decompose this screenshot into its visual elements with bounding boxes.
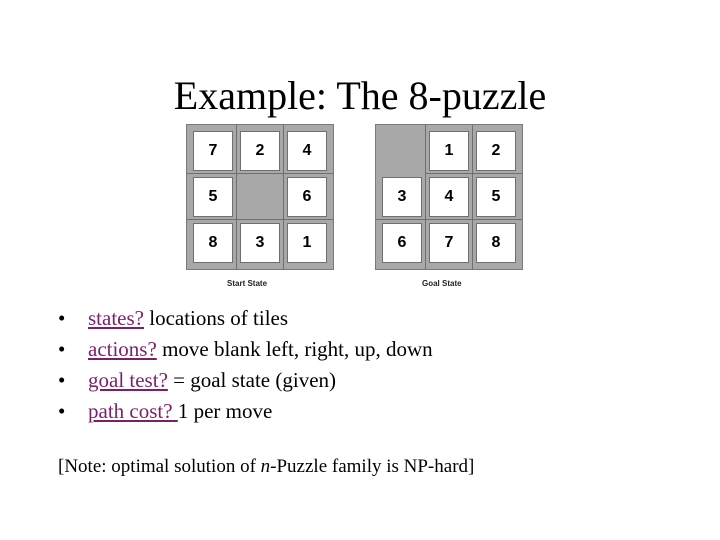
start-tile-7: 8 — [193, 223, 233, 263]
list-item — [58, 303, 433, 334]
problem-formulation-list — [58, 303, 433, 427]
goal-tile-6: 5 — [476, 177, 516, 217]
start-tile-blank — [240, 177, 280, 217]
goal-test-description: = goal state (given) — [173, 368, 337, 392]
goal-grid-line — [425, 125, 426, 269]
note-prefix: [Note: optimal solution of — [58, 456, 261, 477]
start-state-caption: Start State — [227, 279, 268, 288]
start-grid-line — [187, 219, 333, 220]
start-tile-2: 2 — [240, 131, 280, 171]
goal-tile-9: 8 — [476, 223, 516, 263]
goal-state-board — [375, 124, 523, 270]
goal-test-term: goal test? — [88, 368, 168, 392]
start-tile-8: 3 — [240, 223, 280, 263]
start-state-board — [186, 124, 334, 270]
states-description: locations of tiles — [149, 306, 289, 330]
goal-grid-line — [425, 173, 522, 174]
start-tile-9: 1 — [287, 223, 327, 263]
start-grid-line — [283, 125, 284, 269]
start-grid-line — [187, 173, 333, 174]
list-item — [58, 396, 433, 427]
goal-tile-7: 6 — [382, 223, 422, 263]
path-cost-description: 1 per move — [177, 399, 273, 423]
list-item — [58, 365, 433, 396]
slide-title: Example: The 8-puzzle — [173, 73, 547, 118]
start-tile-4: 5 — [193, 177, 233, 217]
path-cost-term: path cost? — [88, 399, 178, 423]
goal-tile-blank — [382, 131, 422, 171]
start-tile-6: 6 — [287, 177, 327, 217]
states-term: states? — [88, 306, 144, 330]
goal-state-caption: Goal State — [422, 279, 462, 288]
goal-tile-5: 4 — [429, 177, 469, 217]
list-item — [58, 334, 433, 365]
actions-description: move blank left, right, up, down — [162, 337, 433, 361]
goal-grid-line — [376, 219, 522, 220]
np-hard-note — [58, 456, 474, 478]
start-grid-line — [236, 125, 237, 269]
note-suffix: -Puzzle family is NP-hard] — [270, 456, 475, 477]
goal-tile-4: 3 — [382, 177, 422, 217]
goal-grid-line — [472, 125, 473, 269]
start-tile-3: 4 — [287, 131, 327, 171]
start-tile-1: 7 — [193, 131, 233, 171]
actions-term: actions? — [88, 337, 157, 361]
goal-tile-2: 1 — [429, 131, 469, 171]
goal-tile-8: 7 — [429, 223, 469, 263]
goal-tile-3: 2 — [476, 131, 516, 171]
note-variable: n — [260, 456, 271, 477]
